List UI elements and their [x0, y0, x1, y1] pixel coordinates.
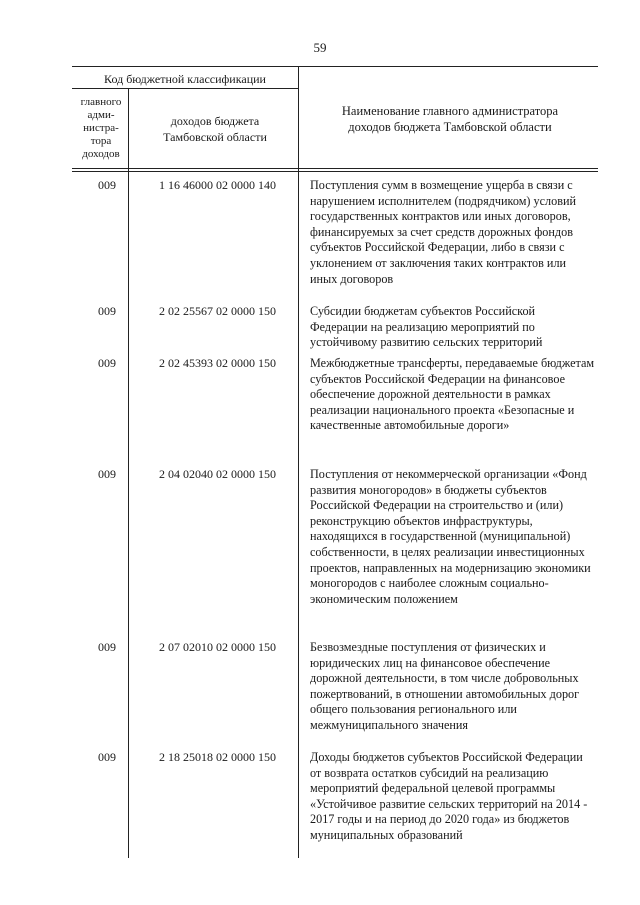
row-admin-code: 009: [98, 304, 116, 318]
row-admin-code: 009: [98, 640, 116, 654]
row-description: Безвозмездные поступления от физических и юридических лиц на финансовое обеспечение дорожной деятельности, в том числе добровольных пожертвований, в отношении автомобильных дорог общего пользования регионального или межмуниципального значения: [310, 640, 580, 732]
header-bottom-rule: [72, 168, 598, 169]
row-admin-code: 009: [98, 356, 116, 370]
row-income-code: 2 02 25567 02 0000 150: [159, 304, 276, 318]
table-top-rule: [72, 66, 598, 67]
row-description: Субсидии бюджетам субъектов Российской Федерации на реализацию мероприятий по устойчивому развитию сельских территорий: [310, 304, 543, 350]
header-second-rule: [72, 171, 598, 172]
header-group-rule: [72, 88, 298, 89]
row-income-code: 2 04 02040 02 0000 150: [159, 467, 276, 481]
row-admin-code: 009: [98, 750, 116, 764]
row-description: Доходы бюджетов субъектов Российской Федерации от возврата остатков субсидий на реализацию мероприятий федеральной целевой программы «Устойчивое развитие сельских территорий на 2014 - 2017 годы и на период до 2020 года» из бюджетов муниципальных образований: [310, 750, 588, 842]
row-admin-code: 009: [98, 467, 116, 481]
row-income-code: 2 07 02010 02 0000 150: [159, 640, 276, 654]
column-divider-1: [128, 88, 129, 858]
row-description: Поступления сумм в возмещение ущерба в связи с нарушением исполнителем (подрядчиком) условий государственных контрактов или иных договоров, финансируемых за счет средств дорожных фондов субъектов Российской Федерации, либо в связи с уклонением от заключения таких контрактов или иных договоров: [310, 178, 576, 286]
row-admin-code: 009: [98, 178, 116, 192]
row-income-code: 2 18 25018 02 0000 150: [159, 750, 276, 764]
row-description: Межбюджетные трансферты, передаваемые бюджетам субъектов Российской Федерации на финансовое обеспечение дорожной деятельности в рамках реализации национального проекта «Безопасные и качественные автомобильные дороги»: [310, 356, 595, 433]
row-income-code: 1 16 46000 02 0000 140: [159, 178, 276, 192]
row-income-code: 2 02 45393 02 0000 150: [159, 356, 276, 370]
header-admin-column: главного адми-нистра-тора доходов: [80, 96, 122, 160]
row-description: Поступления от некоммерческой организации «Фонд развития моногородов» в бюджеты субъектов Российской Федерации на строительство и (или) реконструкцию объектов инфраструктуры, находящихся в государственной (муниципальной) собственности, в целях реализации инвестиционных проектов, направленных на модернизацию экономики моногородов с наиболее сложным социально-экономическим положением: [310, 467, 591, 606]
header-name-column: Наименование главного администратора доходов бюджета Тамбовской области: [341, 104, 559, 134]
header-income-column: доходов бюджета Тамбовской области: [163, 114, 267, 144]
column-divider-2: [298, 66, 299, 858]
header-group-title: Код бюджетной классификации: [104, 72, 266, 86]
page-number: 59: [313, 40, 327, 55]
